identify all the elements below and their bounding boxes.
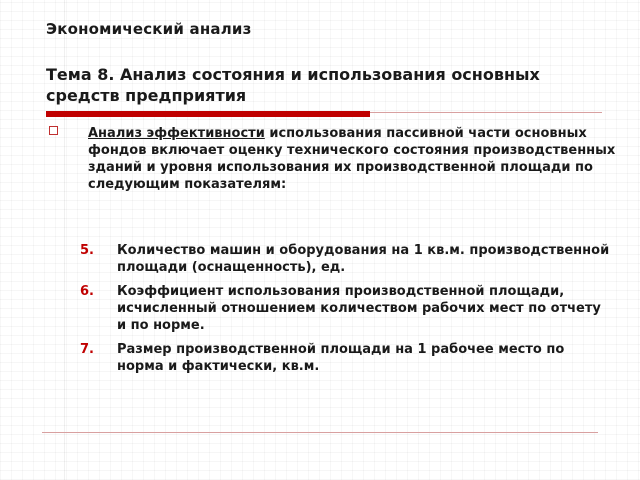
list-item-text: Размер производственной площади на 1 рабочее место по норма и фактически, кв.м. bbox=[117, 342, 565, 374]
list-item-text: Коэффициент использования производственной площади, исчисленный отношением количеством рабочих мест по отчету и по норме. bbox=[117, 284, 601, 333]
list-item-number: 6. bbox=[80, 284, 94, 299]
list-item bbox=[80, 283, 610, 334]
intro-emphasis: Анализ эффективности bbox=[88, 126, 265, 141]
topic-title: Тема 8. Анализ состояния и использования основных средств предприятия bbox=[46, 65, 540, 105]
list-item bbox=[80, 242, 610, 276]
list-item bbox=[80, 341, 610, 375]
footer-divider bbox=[42, 432, 598, 433]
intro-paragraph bbox=[88, 125, 618, 193]
title-underline-thin bbox=[370, 112, 602, 113]
list-item-number: 5. bbox=[80, 243, 94, 258]
intro-text: использования пассивной части основных фондов включает оценку технического состояния производственных зданий и уровня использования их производственной площади по следующим показателям: bbox=[88, 126, 616, 192]
square-bullet-icon bbox=[49, 126, 58, 135]
list-item-number: 7. bbox=[80, 342, 94, 357]
indicator-list bbox=[80, 242, 610, 382]
title-underline-accent bbox=[46, 111, 370, 117]
course-title: Экономический анализ bbox=[46, 20, 252, 38]
list-item-text: Количество машин и оборудования на 1 кв.м. производственной площади (оснащенность), ед. bbox=[117, 243, 610, 275]
